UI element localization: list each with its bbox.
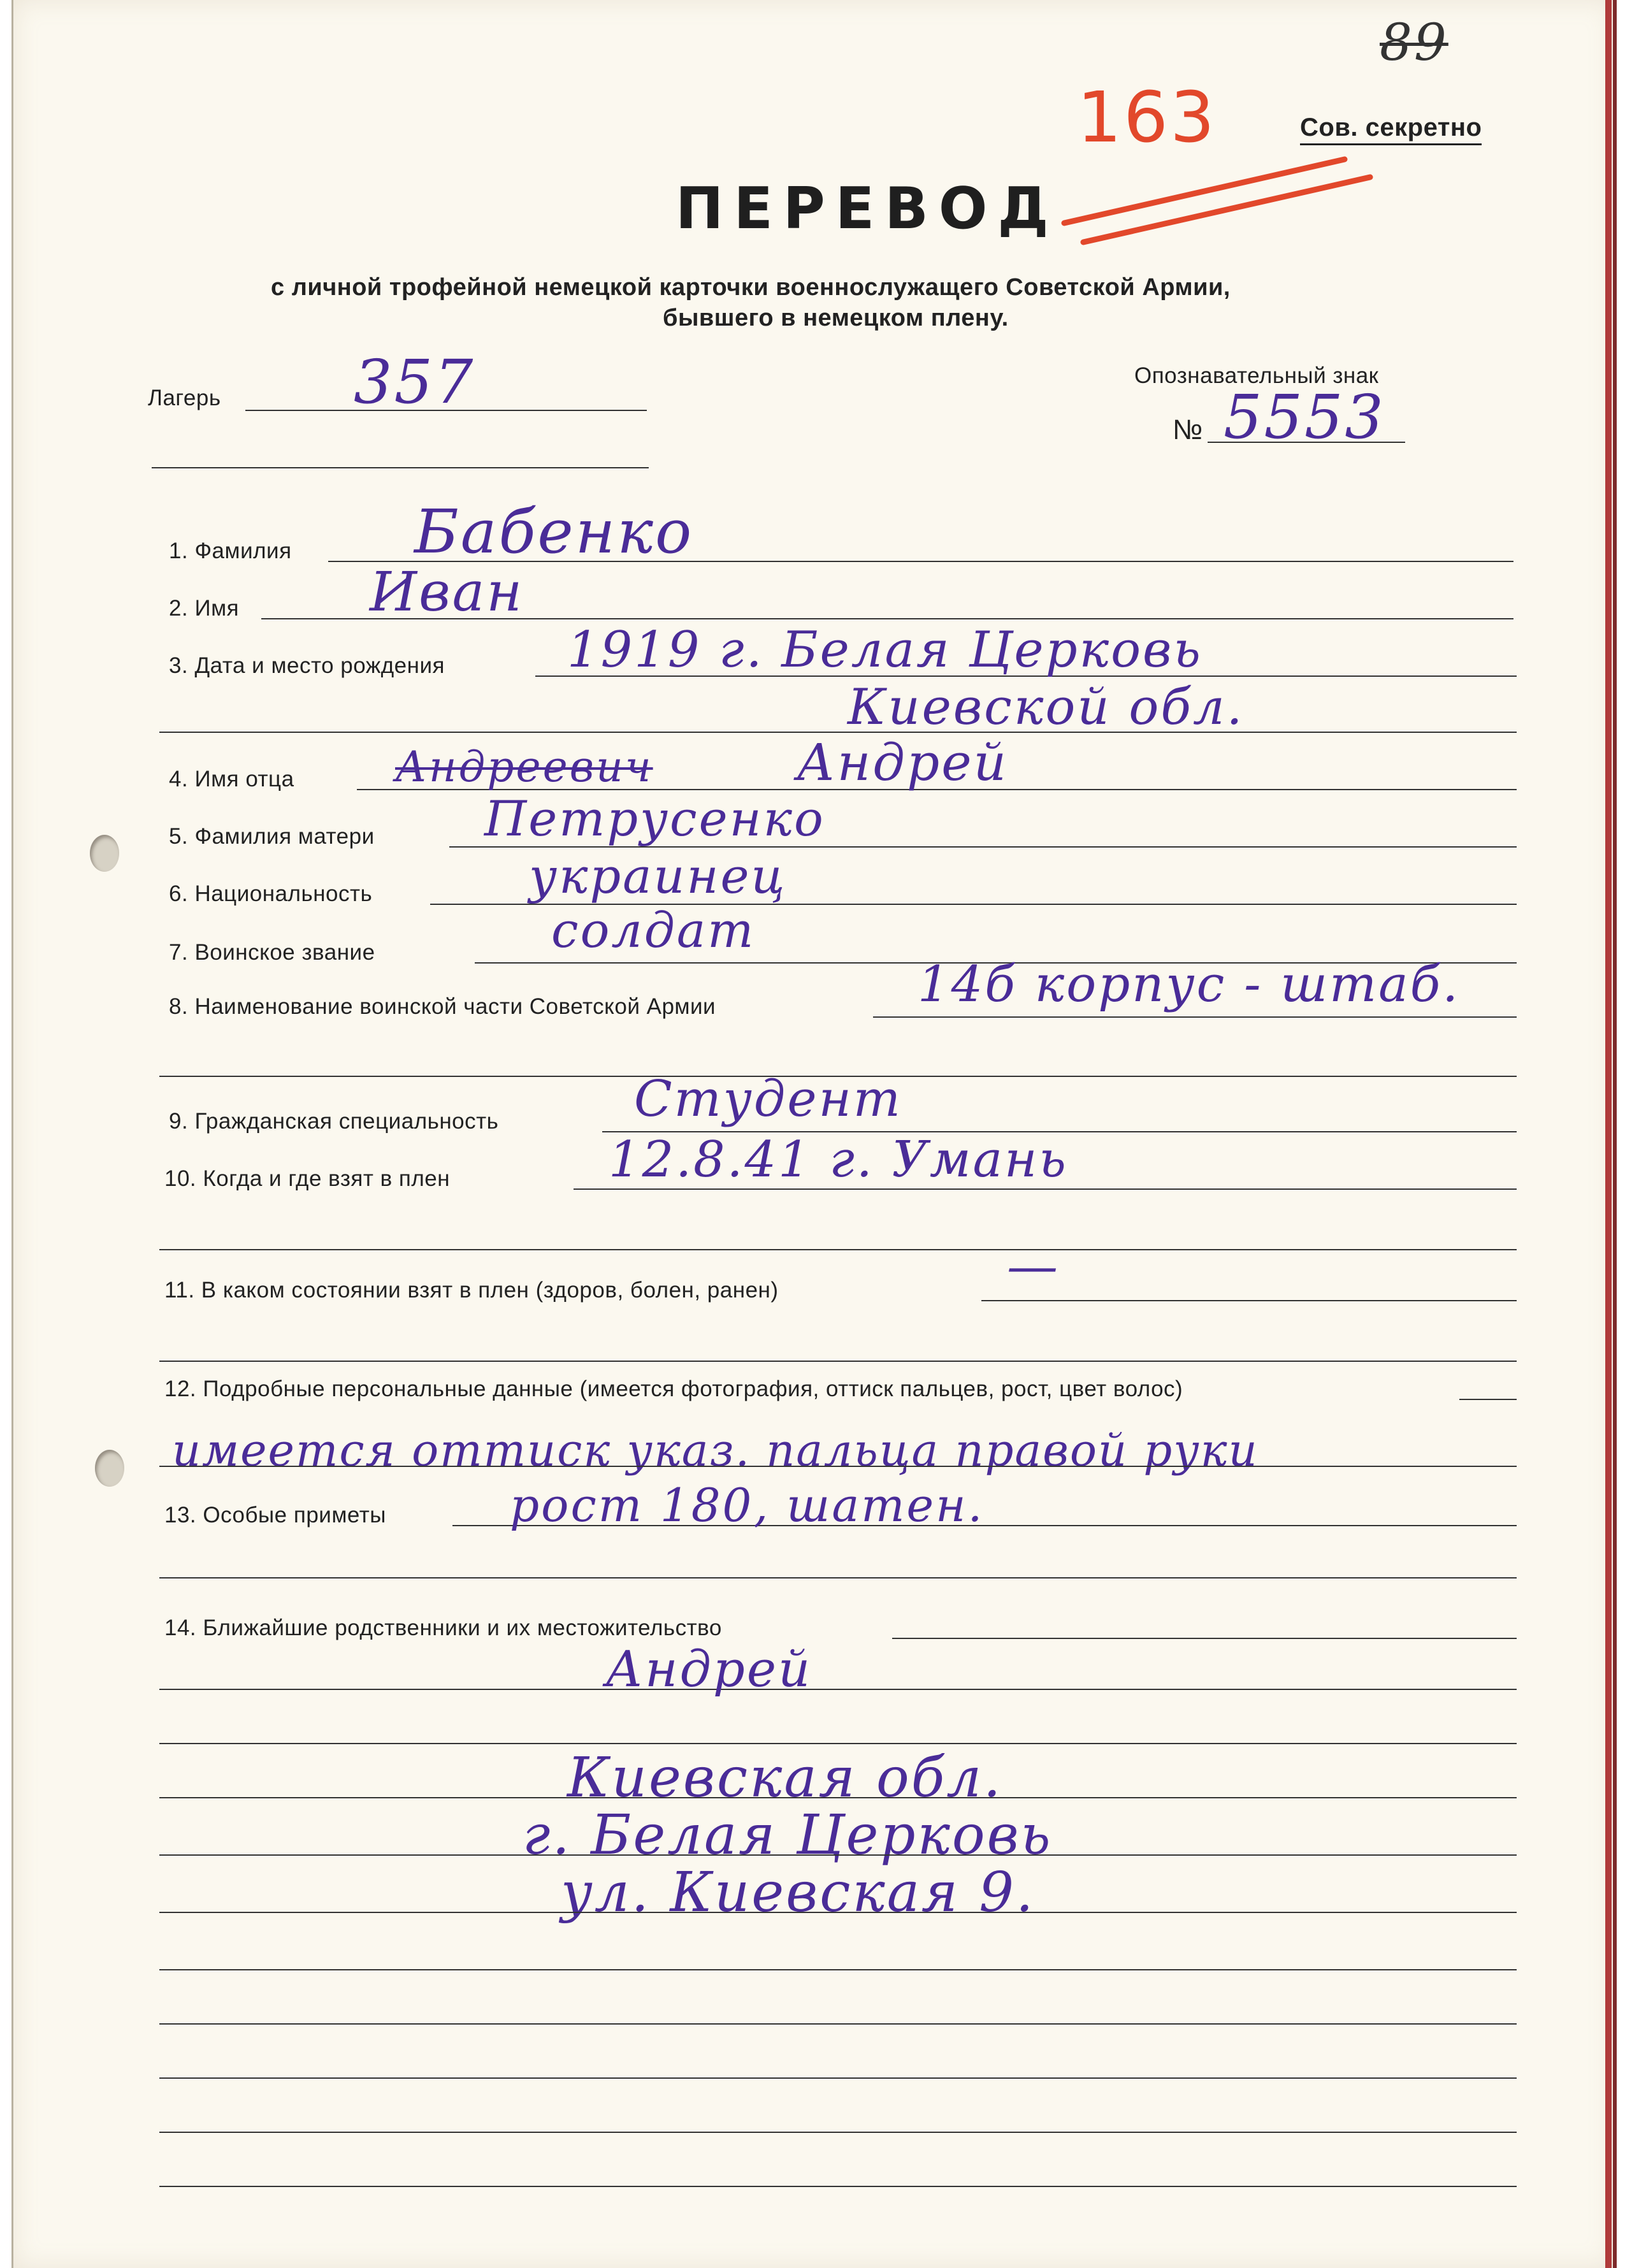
field-11-rule [981, 1300, 1517, 1301]
field-10-rule-2 [159, 1249, 1517, 1250]
red-pencil-marks [1051, 147, 1383, 249]
field-5-label: 5. Фамилия матери [169, 824, 375, 849]
relative-name: Андрей [605, 1641, 812, 1698]
field-8-value: 14б корпус - штаб. [918, 956, 1460, 1013]
field-1-value: Бабенко [414, 497, 694, 567]
page-edge-strip [1605, 0, 1612, 2268]
field-14-rule-9 [159, 2077, 1517, 2079]
field-6-label: 6. Национальность [169, 881, 373, 906]
field-14-rule-5 [159, 1854, 1517, 1856]
field-10-label: 10. Когда и где взят в плен [164, 1166, 451, 1191]
field-9-label: 9. Гражданская специальность [169, 1109, 499, 1134]
field-4-value-struck: Андреевич [395, 742, 653, 791]
field-3-value-line2: Киевской обл. [848, 679, 1245, 736]
document-subtitle-line1: с личной трофейной немецкой карточки военнослужащего Советской Армии, [271, 274, 1231, 301]
field-14-label: 14. Ближайшие родственники и их местожительство [164, 1615, 722, 1640]
relative-address-line3: ул. Киевская 9. [561, 1861, 1036, 1925]
field-13-value: рост 180, шатен. [510, 1478, 985, 1532]
field-13-label: 13. Особые приметы [164, 1503, 386, 1528]
field-3-label: 3. Дата и место рождения [169, 653, 445, 678]
document-subtitle-line2: бывшего в немецком плену. [663, 305, 1009, 331]
field-14-rule-8 [159, 2023, 1517, 2025]
relative-address-line2: г. Белая Церковь [523, 1803, 1053, 1867]
field-12-rule [1459, 1399, 1517, 1400]
old-page-number: 89 [1380, 13, 1448, 72]
field-14-rule-11 [159, 2186, 1517, 2187]
document-title: ПЕРЕВОД [675, 175, 1059, 242]
field-12-label: 12. Подробные персональные данные (имеется фотография, оттиск пальцев, рост, цвет волос) [164, 1376, 1183, 1401]
camp-value: 357 [354, 347, 475, 417]
field-11-value: — [1007, 1236, 1060, 1296]
field-11-rule-2 [159, 1361, 1517, 1362]
field-8-label: 8. Наименование воинской части Советской Армии [169, 994, 716, 1019]
field-4-value: Андрей [797, 733, 1009, 792]
field-2-label: 2. Имя [169, 596, 240, 621]
field-14-rule-3 [159, 1743, 1517, 1744]
field-11-label: 11. В каком состоянии взят в плен (здоров, болен, ранен) [164, 1278, 779, 1303]
field-13-rule-2 [159, 1577, 1517, 1578]
field-5-value: Петрусенко [484, 790, 825, 847]
field-7-label: 7. Воинское звание [169, 940, 375, 965]
camp-label: Лагерь [148, 386, 221, 410]
field-12-rule-2 [159, 1466, 1517, 1467]
field-6-value: украинец [529, 848, 787, 904]
field-9-value: Студент [634, 1071, 902, 1128]
classification: Сов. секретно [1300, 113, 1482, 145]
field-1-label: 1. Фамилия [169, 538, 292, 563]
field-7-value: солдат [551, 902, 756, 958]
camp-rule-2 [152, 467, 649, 468]
id-tag-number-label: № [1173, 414, 1203, 445]
field-2-value: Иван [370, 561, 524, 624]
field-14-rule-2 [159, 1689, 1517, 1690]
field-8-rule [873, 1016, 1517, 1018]
field-14-rule-6 [159, 1912, 1517, 1913]
id-tag-value: 5553 [1224, 382, 1385, 452]
field-4-label: 4. Имя отца [169, 767, 294, 791]
field-3-value: 1919 г. Белая Церковь [567, 621, 1202, 679]
field-14-rule-4 [159, 1797, 1517, 1798]
field-10-rule [574, 1188, 1517, 1190]
id-tag-label: Опознавательный знак [1134, 363, 1379, 388]
field-14-rule [892, 1638, 1517, 1639]
punch-hole-top [90, 835, 119, 872]
field-14-rule-10 [159, 2132, 1517, 2133]
field-14-rule-7 [159, 1969, 1517, 1970]
relative-address-line1: Киевская обл. [567, 1746, 1003, 1810]
punch-hole-bottom [95, 1450, 124, 1487]
field-10-value: 12.8.41 г. Умань [609, 1131, 1068, 1188]
field-12-value: имеется оттиск указ. пальца правой руки [172, 1424, 1259, 1477]
page-number: 163 [1077, 76, 1217, 158]
